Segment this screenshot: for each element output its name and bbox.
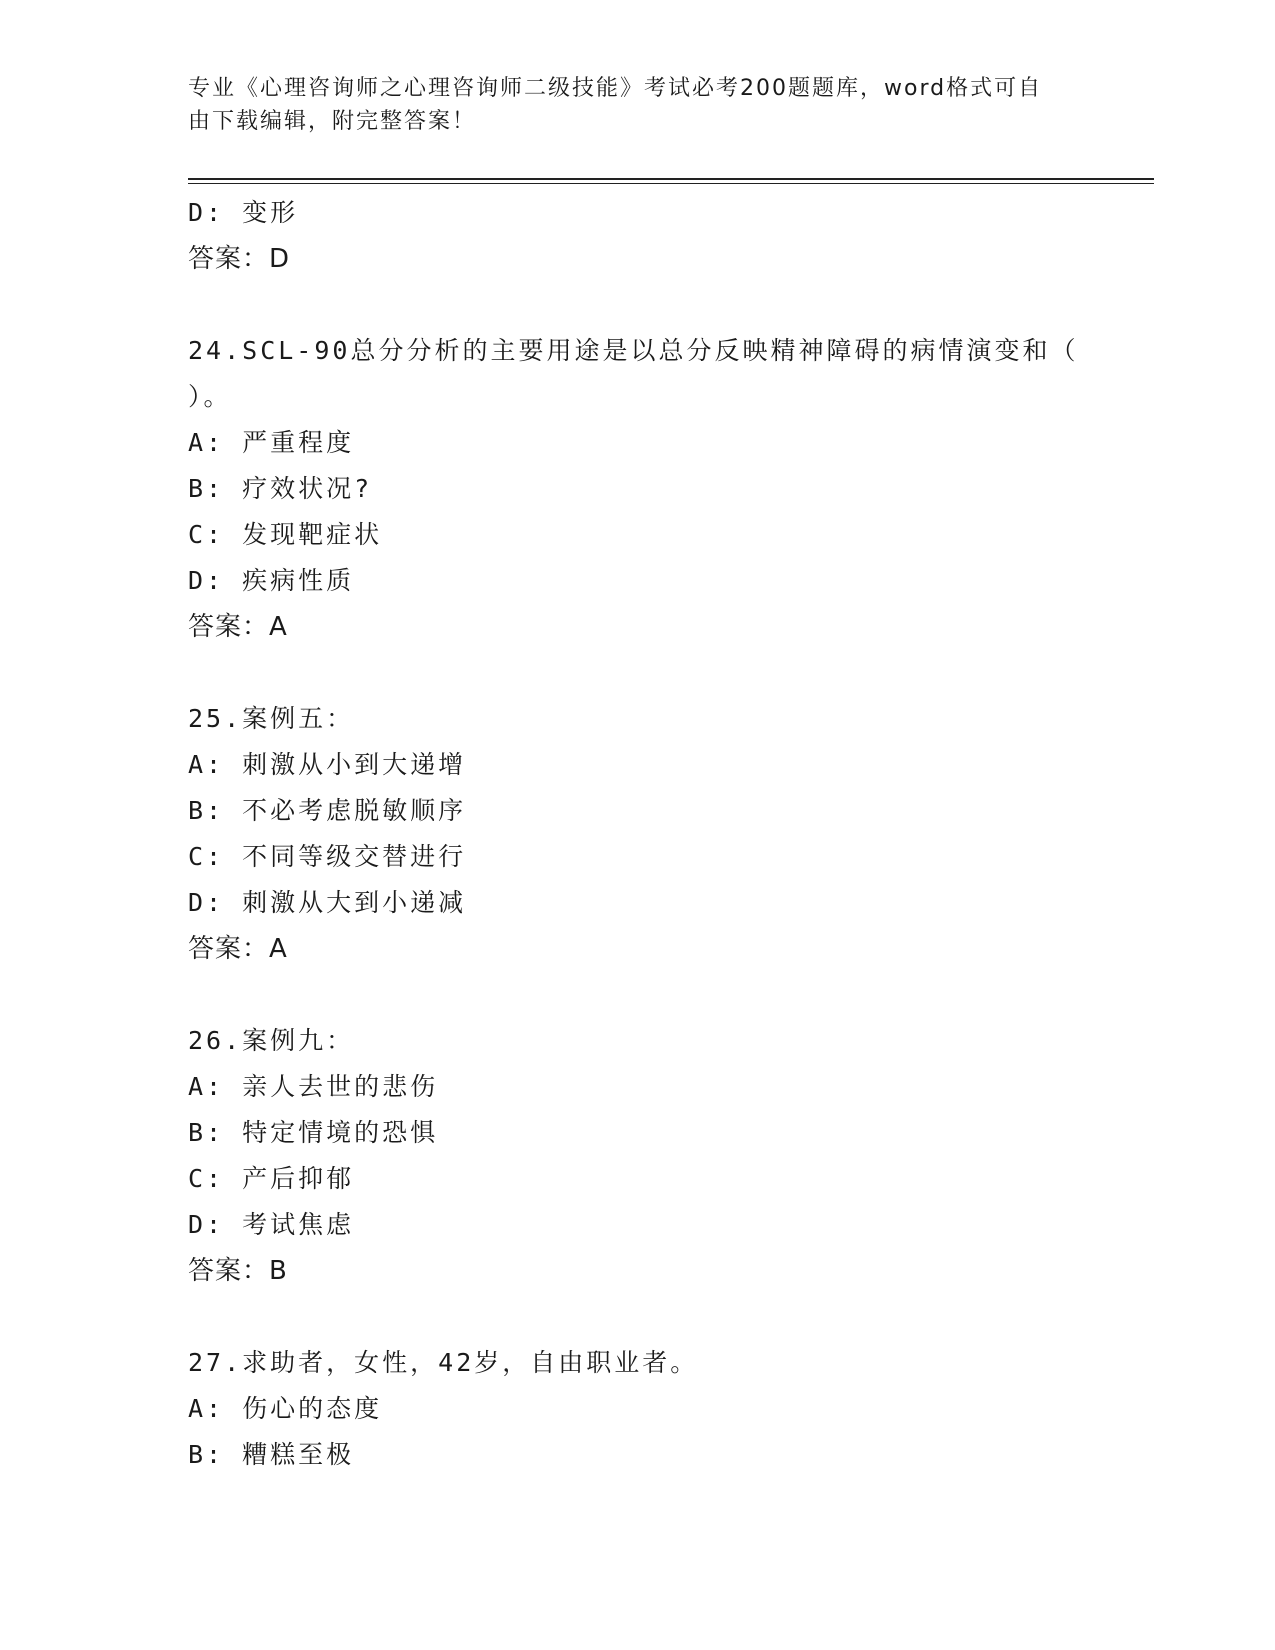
header-divider-thin: [188, 183, 1154, 184]
question-27: [188, 1340, 1088, 1478]
header-line-2: 由下载编辑，附完整答案！: [188, 109, 477, 134]
option-b: B: 疗效状况?: [188, 474, 373, 503]
option-a: A: 亲人去世的悲伤: [188, 1072, 439, 1101]
option-b: B: 特定情境的恐惧: [188, 1118, 439, 1147]
question-stem: 26.案例九：: [188, 1026, 355, 1055]
option-b: B: 不必考虑脱敏顺序: [188, 796, 467, 825]
answer-line: 答案：B: [188, 1256, 288, 1286]
option-d: D: 考试焦虑: [188, 1210, 355, 1239]
option-a: A: 刺激从小到大递增: [188, 750, 467, 779]
document-body: [188, 190, 1088, 1478]
option-d: D: 刺激从大到小递减: [188, 888, 467, 917]
option-a: A: 伤心的态度: [188, 1394, 383, 1423]
question-stem: 24.SCL-90总分分析的主要用途是以总分反映精神障碍的病情演变和（: [188, 336, 1079, 365]
header-line-1: 专业《心理咨询师之心理咨询师二级技能》考试必考200题题库，word格式可自: [188, 76, 1043, 101]
option-d: D: 疾病性质: [188, 566, 355, 595]
answer-line: 答案：A: [188, 612, 288, 642]
option-c: C: 发现靶症状: [188, 520, 383, 549]
page-header: [188, 72, 1068, 138]
question-25: [188, 696, 1088, 972]
option-c: C: 产后抑郁: [188, 1164, 355, 1193]
question-stem: 25.案例五：: [188, 704, 355, 733]
option-a: A: 严重程度: [188, 428, 355, 457]
option-d: D: 变形: [188, 198, 299, 227]
answer-line: 答案：D: [188, 244, 291, 274]
question-24: [188, 328, 1088, 650]
option-b: B: 糟糕至极: [188, 1440, 355, 1469]
question-26: [188, 1018, 1088, 1294]
header-divider-thick: [188, 178, 1154, 180]
option-c: C: 不同等级交替进行: [188, 842, 467, 871]
answer-line: 答案：A: [188, 934, 288, 964]
question-stem-continued: ）。: [188, 382, 232, 411]
question-stem: 27.求助者，女性，42岁，自由职业者。: [188, 1348, 699, 1377]
